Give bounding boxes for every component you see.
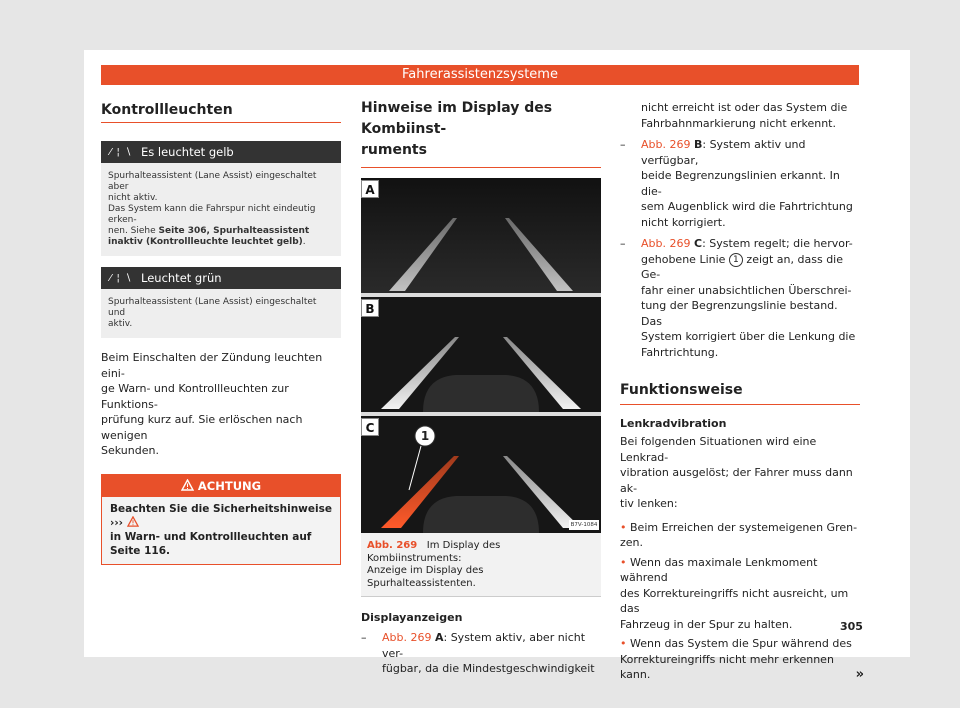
panel-letter: C [693, 237, 703, 250]
text-line: sem Augenblick wird die Fahrtrichtung [641, 200, 853, 213]
continue-arrow-icon: » [855, 667, 864, 682]
left-column [101, 92, 341, 565]
figure-269 [361, 178, 601, 533]
text-line: System korrigiert über die Lenkung die [641, 330, 856, 343]
heading-line: Hinweise im Display des Kombiinst- [361, 100, 553, 137]
text-fragment: nen. Siehe [108, 226, 159, 236]
list-item [361, 630, 601, 677]
display-heading [361, 92, 601, 168]
text-fragment: zeigt an, dass die Ge- [641, 252, 844, 281]
text-line: tung der Begrenzungslinie bestand. Das [641, 299, 838, 328]
text-line [620, 520, 860, 536]
figure-code: B7V-1084 [570, 522, 598, 528]
text-fragment: : System regelt; die hervor- [702, 237, 853, 250]
panel-letter: B [693, 138, 703, 151]
text-fragment: : System aktiv und verfügbar, [641, 138, 806, 167]
lane-assist-icon: ⁄ ¦ ∖ [109, 272, 133, 284]
dash-mark: – [620, 138, 626, 151]
text-line: tiv lenken: [620, 497, 678, 510]
text-line: Anzeige im Display des Spurhalteassistenten. [367, 565, 484, 589]
heading-line: ruments [361, 142, 427, 158]
bullet-item [620, 520, 860, 551]
text-line: Bei folgenden Situationen wird eine Lenkrad- [620, 435, 817, 464]
text-line: fahr einer unabsichtlichen Überschrei- [641, 283, 852, 297]
dash-mark: – [620, 237, 626, 250]
text-fragment: Beim Erreichen der systemeigenen Gren- [630, 520, 858, 534]
figure-panel-c [361, 416, 601, 533]
text-fragment: gehobene Linie [641, 252, 729, 266]
warning-triangle-icon [127, 516, 139, 527]
text-line: beide Begrenzungslinien erkannt. In die- [641, 169, 840, 198]
text-line: fügbar, da die Mindestgeschwindigkeit [382, 662, 595, 675]
warning-header [102, 475, 340, 497]
text-line [641, 137, 860, 168]
warning-title: ACHTUNG [197, 478, 262, 493]
lamp-header-yellow [101, 141, 341, 163]
text-line: Fahrbahnmarkierung nicht erkennt. [641, 116, 836, 130]
lamp-text-yellow [101, 163, 341, 256]
text-fragment: Beachten Sie die Sicherheitshinweise ››› [110, 502, 332, 529]
text-line: Sekunden. [101, 444, 159, 457]
text-line: nicht aktiv. [108, 193, 158, 203]
list-item [620, 137, 860, 230]
text-fragment: : System aktiv, aber nicht ver- [382, 631, 586, 660]
bullet-item [620, 636, 864, 683]
lamp-box-green [101, 267, 341, 338]
text-line: Fahrzeug in der Spur zu halten. [620, 617, 793, 631]
kontrollleuchten-heading: Kontrollleuchten [101, 92, 341, 123]
text-line: des Korrektureingriffs nicht ausreicht, um das [620, 586, 849, 615]
text-line: nicht erreicht ist oder das System die [641, 101, 848, 114]
warning-text [102, 497, 340, 564]
warning-box [101, 474, 341, 565]
callout-number: 1 [420, 429, 430, 443]
text-line [620, 555, 860, 586]
text-line: aktiv. [108, 319, 133, 329]
panel-label-a: A [361, 180, 379, 198]
page-number: 305 [840, 620, 863, 633]
text-fragment: Wenn das System die Spur während des [630, 637, 852, 650]
panel-letter: A [434, 631, 444, 644]
panel-label-b: B [361, 299, 379, 317]
text-fragment: . [302, 237, 306, 247]
text-line: Fahrtrichtung. [641, 345, 719, 359]
text-line: Korrektureingriffs nicht mehr erkennen kann. [620, 652, 834, 681]
text-line: Das System kann die Fahrspur nicht eindeutig erken- [108, 204, 316, 225]
section-header-bar: Fahrerassistenzsysteme [101, 65, 859, 85]
displayanzeigen-subheading: Displayanzeigen [361, 611, 463, 624]
figure-ref-link[interactable]: Abb. 269 [382, 631, 432, 644]
text-line: ge Warn- und Kontrollleuchten zur Funktions- [101, 382, 289, 411]
text-line: Spurhalteassistent (Lane Assist) eingeschaltet aber [108, 171, 317, 192]
page-reference-link[interactable]: Seite 306, Spurhalteassistent inaktiv (Kontrollleuchte leuchtet gelb) [108, 226, 310, 247]
lenkradvibration-subheading: Lenkradvibration [620, 417, 727, 430]
text-line: prüfung kurz auf. Sie erlöschen nach wenigen [101, 413, 303, 442]
text-line [367, 540, 593, 565]
lamp-title-yellow: Es leuchtet gelb [141, 145, 234, 159]
lamp-header-green [101, 267, 341, 289]
text-line [108, 226, 334, 248]
bullet-icon: • [620, 520, 627, 534]
text-line: zen. [620, 536, 644, 549]
text-fragment: Wenn das maximale Lenkmoment während [620, 555, 818, 584]
lamp-title-green: Leuchtet grün [141, 271, 222, 285]
warning-triangle-icon [181, 479, 194, 491]
figure-ref-link[interactable]: Abb. 269 [641, 138, 691, 151]
middle-column [361, 92, 601, 677]
text-line [641, 252, 860, 283]
continued-text [620, 100, 860, 131]
bullet-icon: • [620, 555, 627, 569]
lane-display-graphic [361, 416, 601, 533]
bullet-icon: • [620, 637, 627, 650]
figure-ref-link[interactable]: Abb. 269 [641, 237, 691, 250]
bullet-item [620, 555, 860, 633]
figure-panel-b [361, 297, 601, 412]
lane-display-graphic [361, 297, 601, 412]
figure-ref: Abb. 269 [367, 540, 418, 551]
lamp-box-yellow [101, 141, 341, 256]
funktionsweise-heading: Funktionsweise [620, 382, 860, 405]
text-fragment: Im Display des Kombiinstruments: [367, 540, 501, 564]
text-line [641, 236, 860, 252]
callout-number-inline: 1 [729, 253, 743, 267]
lane-assist-icon: ⁄ ¦ ∖ [109, 146, 133, 158]
text-line [382, 630, 601, 661]
intro-text [620, 434, 860, 512]
text-line: Spurhalteassistent (Lane Assist) eingeschaltet und [108, 297, 317, 318]
text-line [620, 636, 860, 652]
figure-panel-a [361, 178, 601, 293]
dash-mark: – [361, 631, 367, 644]
warning-reference-link[interactable]: in Warn- und Kontrollleuchten auf Seite 116. [110, 530, 312, 557]
text-line: Beim Einschalten der Zündung leuchten eini- [101, 351, 323, 380]
text-line: vibration ausgelöst; der Fahrer muss dann ak- [620, 466, 853, 495]
lamp-text-green [101, 289, 341, 338]
intro-paragraph [101, 350, 341, 459]
text-line: nicht korrigiert. [641, 215, 726, 229]
figure-caption [361, 533, 601, 597]
panel-label-c: C [361, 418, 379, 436]
list-item [620, 236, 860, 360]
right-column [620, 100, 864, 683]
lane-display-graphic [361, 178, 601, 293]
text-line [110, 502, 332, 530]
